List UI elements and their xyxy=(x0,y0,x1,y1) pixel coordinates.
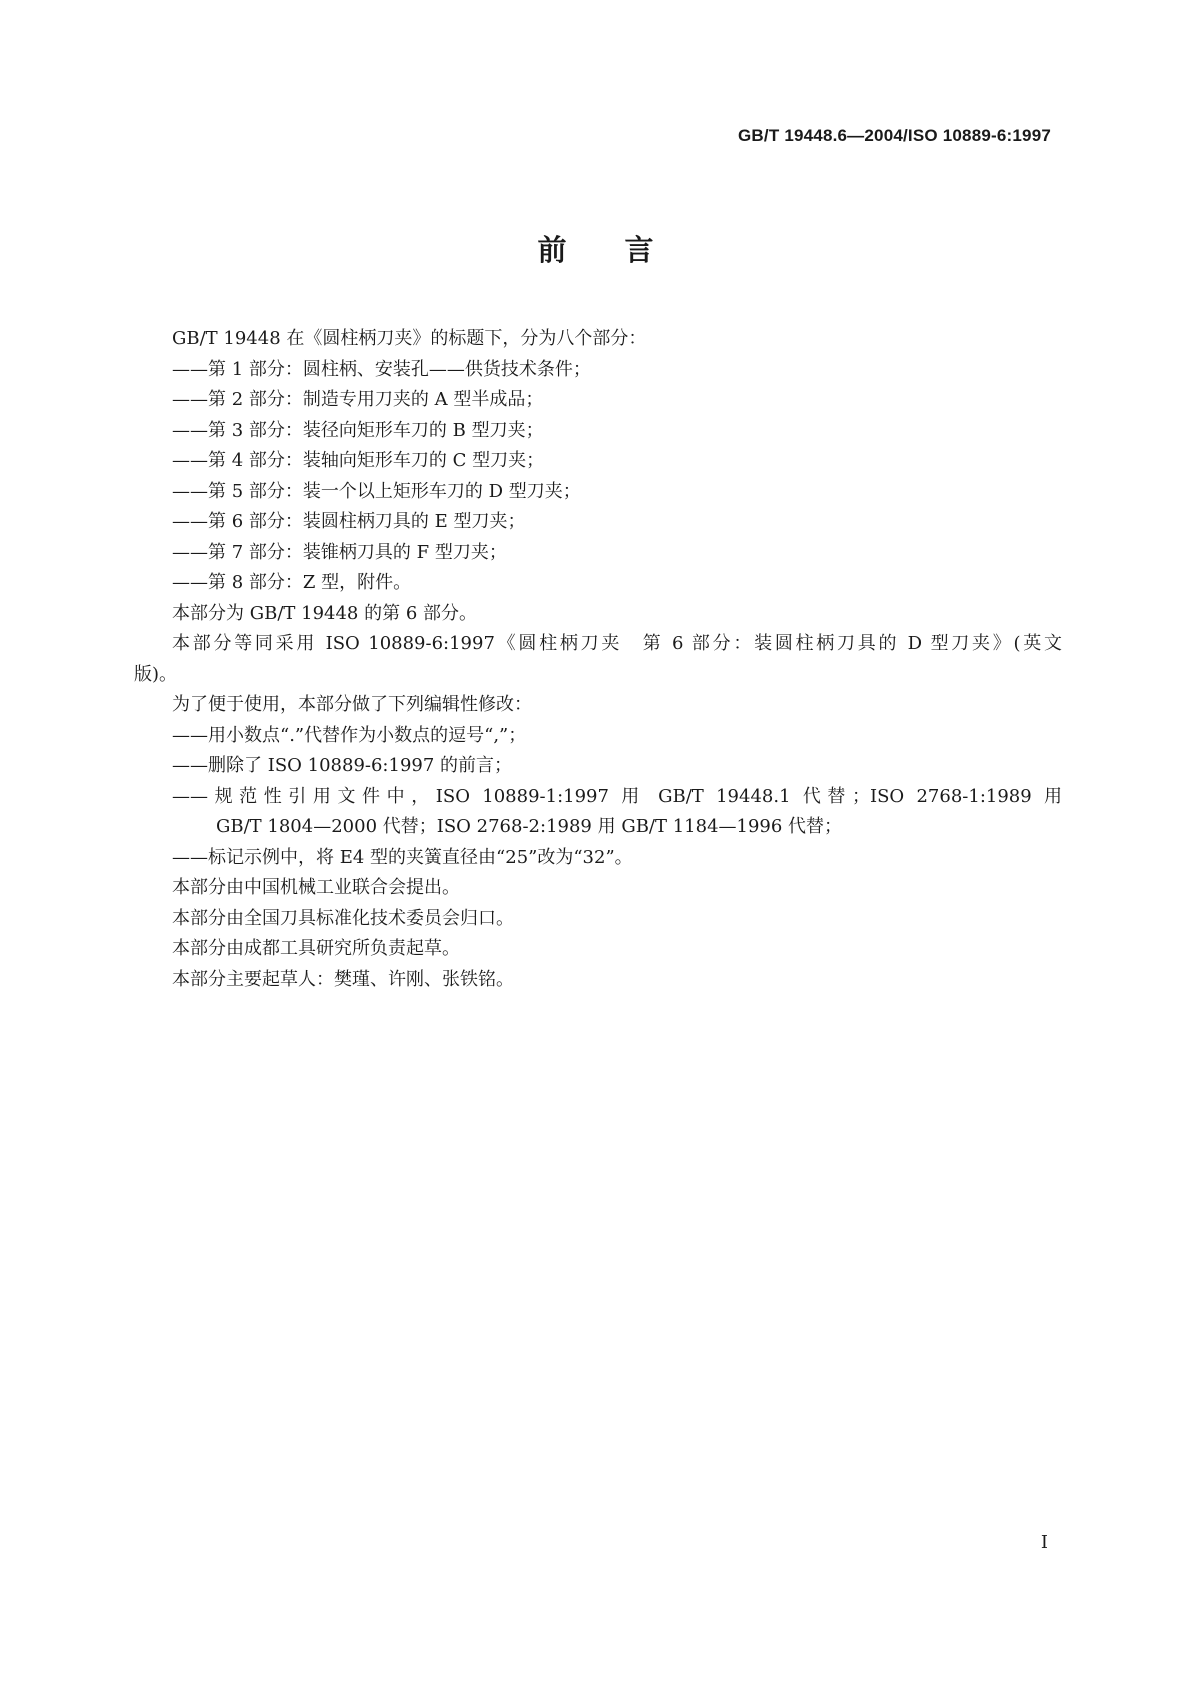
centralized-by-statement: 本部分由全国刀具标准化技术委员会归口。 xyxy=(172,907,514,929)
adoption-statement-line-2: 版)。 xyxy=(134,663,178,685)
part-list-item-6: ——第 6 部分：装圆柱柄刀具的 E 型刀夹； xyxy=(172,511,526,532)
editorial-changes-intro: 为了便于使用，本部分做了下列编辑性修改： xyxy=(172,694,532,715)
adoption-statement-line-1: 本部分等同采用 ISO 10889-6:1997《圆柱柄刀夹 第 6 部分：装圆柱柄刀具的 D 型刀夹》(英文 xyxy=(172,633,1062,654)
part-list-item-7: ——第 7 部分：装锥柄刀具的 F 型刀夹； xyxy=(172,541,507,563)
part-list-item-1: ——第 1 部分：圆柱柄、安装孔——供货技术条件； xyxy=(172,358,591,380)
page-title-char-1: 前 xyxy=(537,233,567,267)
editorial-change-2: ——删除了 ISO 10889-6:1997 的前言； xyxy=(172,755,513,776)
page-title xyxy=(0,228,1191,269)
standard-number-header: GB/T 19448.6—2004/ISO 10889-6:1997 xyxy=(738,126,1051,145)
intro-paragraph: GB/T 19448 在《圆柱柄刀夹》的标题下，分为八个部分： xyxy=(172,328,647,349)
editorial-change-1: ——用小数点“.”代替作为小数点的逗号“,”； xyxy=(172,724,527,746)
part-list-item-4: ——第 4 部分：装轴向矩形车刀的 C 型刀夹； xyxy=(172,450,545,471)
proposer-statement: 本部分由中国机械工业联合会提出。 xyxy=(172,877,460,898)
foreword-body xyxy=(134,324,1062,995)
editorial-change-3-line-1: ——规范性引用文件中，ISO 10889-1:1997 用 GB/T 19448.1 代替；ISO 2768-1:1989 用 xyxy=(172,785,1062,807)
part-statement: 本部分为 GB/T 19448 的第 6 部分。 xyxy=(172,602,477,624)
page-number: I xyxy=(1040,1532,1048,1553)
editorial-change-4: ——标记示例中，将 E4 型的夹簧直径由“25”改为“32”。 xyxy=(172,846,633,868)
drafters-statement: 本部分主要起草人：樊瑾、许刚、张铁铭。 xyxy=(172,968,514,990)
part-list-item-2: ——第 2 部分：制造专用刀夹的 A 型半成品； xyxy=(172,389,544,410)
part-list-item-3: ——第 3 部分：装径向矩形车刀的 B 型刀夹； xyxy=(172,419,544,441)
part-list-item-5: ——第 5 部分：装一个以上矩形车刀的 D 型刀夹； xyxy=(172,480,581,502)
page-title-char-2: 言 xyxy=(624,233,654,267)
drafting-unit-statement: 本部分由成都工具研究所负责起草。 xyxy=(172,938,460,959)
editorial-change-3-line-2: GB/T 1804—2000 代替；ISO 2768-2:1989 用 GB/T 1184—1996 代替； xyxy=(216,816,843,837)
part-list-item-8: ——第 8 部分：Z 型，附件。 xyxy=(172,572,412,593)
